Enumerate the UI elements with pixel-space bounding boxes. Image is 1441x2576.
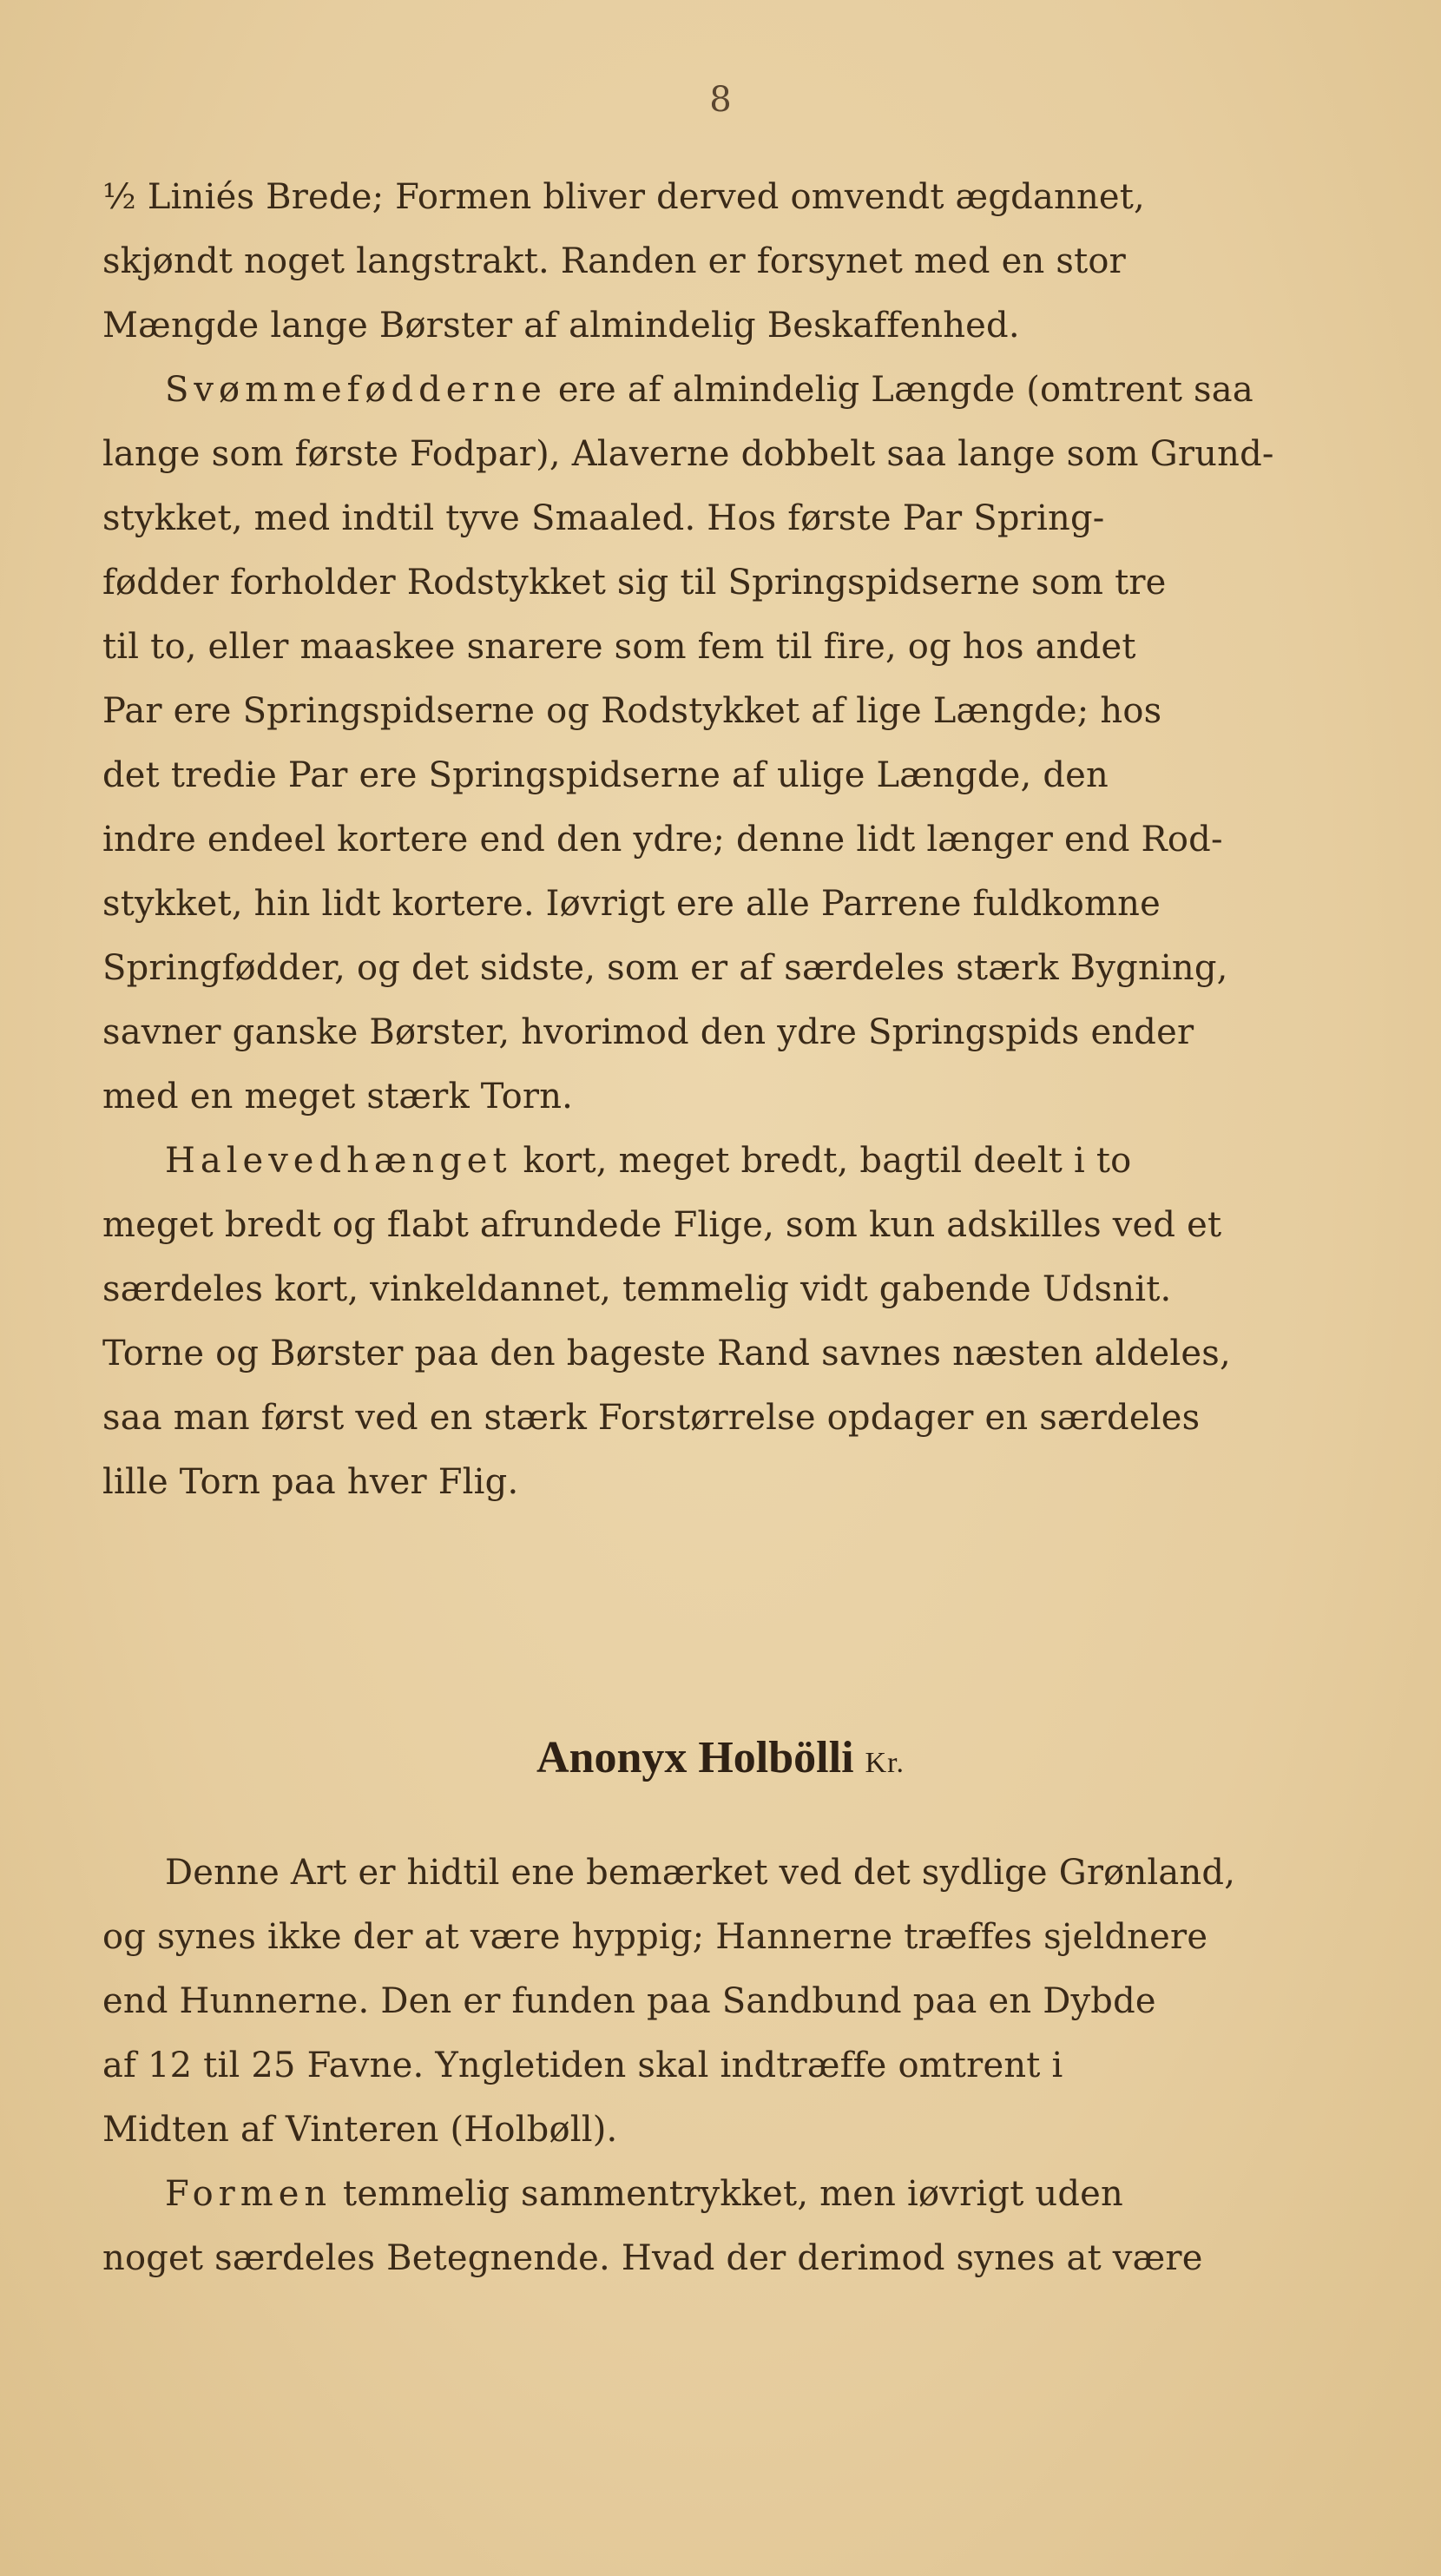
text-line: savner ganske Børster, hvorimod den ydre Springspids ender [102, 1012, 1194, 1052]
text-line: end Hunnerne. Den er funden paa Sandbund paa en Dybde [102, 1981, 1156, 2021]
text-line: lange som første Fodpar), Alaverne dobbelt saa lange som Grund- [102, 434, 1274, 474]
text-line: kort, meget bredt, bagtil deelt i to [511, 1141, 1132, 1181]
text-line: det tredie Par ere Springspidserne af ulige Længde, den [102, 755, 1109, 795]
text-line: og synes ikke der at være hyppig; Hannerne træffes sjeldnere [102, 1917, 1208, 1957]
text-line: stykket, hin lidt kortere. Iøvrigt ere alle Parrene fuldkomne [102, 884, 1161, 924]
text-section-1 [102, 165, 1354, 1514]
paragraph-antenna-scale [102, 165, 1354, 358]
text-section-2 [102, 1841, 1354, 2290]
text-line: indre endeel kortere end den ydre; denne lidt længer end Rod- [102, 820, 1223, 860]
text-line: noget særdeles Betegnende. Hvad der derimod synes at være [102, 2238, 1203, 2278]
text-line: til to, eller maaskee snarere som fem til fire, og hos andet [102, 627, 1136, 667]
species-heading [0, 1732, 1441, 1783]
text-line: Par ere Springspidserne og Rodstykket af lige Længde; hos [102, 691, 1162, 731]
paragraph-form [102, 2162, 1354, 2290]
species-author: Kr. [865, 1747, 905, 1779]
text-line: meget bredt og flabt afrundede Flige, som kun adskilles ved et [102, 1205, 1222, 1245]
lead-term: Svømmefødderne [165, 370, 547, 410]
page-number: 8 [709, 80, 732, 120]
text-line: Torne og Børster paa den bageste Rand savnes næsten aldeles, [102, 1334, 1231, 1374]
text-line: med en meget stærk Torn. [102, 1077, 574, 1117]
text-line: stykket, med indtil tyve Smaaled. Hos første Par Spring- [102, 498, 1105, 538]
text-line: af 12 til 25 Favne. Yngletiden skal indtræffe omtrent i [102, 2046, 1063, 2085]
text-line: Midten af Vinteren (Holbøll). [102, 2110, 618, 2150]
text-line: ere af almindelig Længde (omtrent saa [546, 370, 1253, 410]
text-line: Mængde lange Børster af almindelig Beskaffenhed. [102, 306, 1020, 346]
paragraph-distribution [102, 1841, 1354, 2162]
text-line: Springfødder, og det sidste, som er af særdeles stærk Bygning, [102, 948, 1228, 988]
text-line: Denne Art er hidtil ene bemærket ved det sydlige Grønland, [165, 1853, 1236, 1893]
text-line: lille Torn paa hver Flig. [102, 1462, 519, 1502]
paragraph-tail-appendage [102, 1129, 1354, 1514]
text-line: saa man først ved en stærk Forstørrelse opdager en særdeles [102, 1398, 1201, 1438]
lead-term: Formen [165, 2174, 332, 2214]
text-line: ½ Liniés Brede; Formen bliver derved omvendt ægdannet, [102, 177, 1145, 217]
text-line: fødder forholder Rodstykket sig til Springspidserne som tre [102, 563, 1167, 603]
paragraph-swimming-feet [102, 358, 1354, 1129]
species-title: Anonyx Holbölli [536, 1733, 854, 1782]
text-line: særdeles kort, vinkeldannet, temmelig vidt gabende Udsnit. [102, 1269, 1172, 1309]
lead-term: Halevedhænget [165, 1141, 512, 1181]
text-line: skjøndt noget langstrakt. Randen er forsynet med en stor [102, 241, 1126, 281]
text-line: temmelig sammentrykket, men iøvrigt uden [332, 2174, 1124, 2214]
